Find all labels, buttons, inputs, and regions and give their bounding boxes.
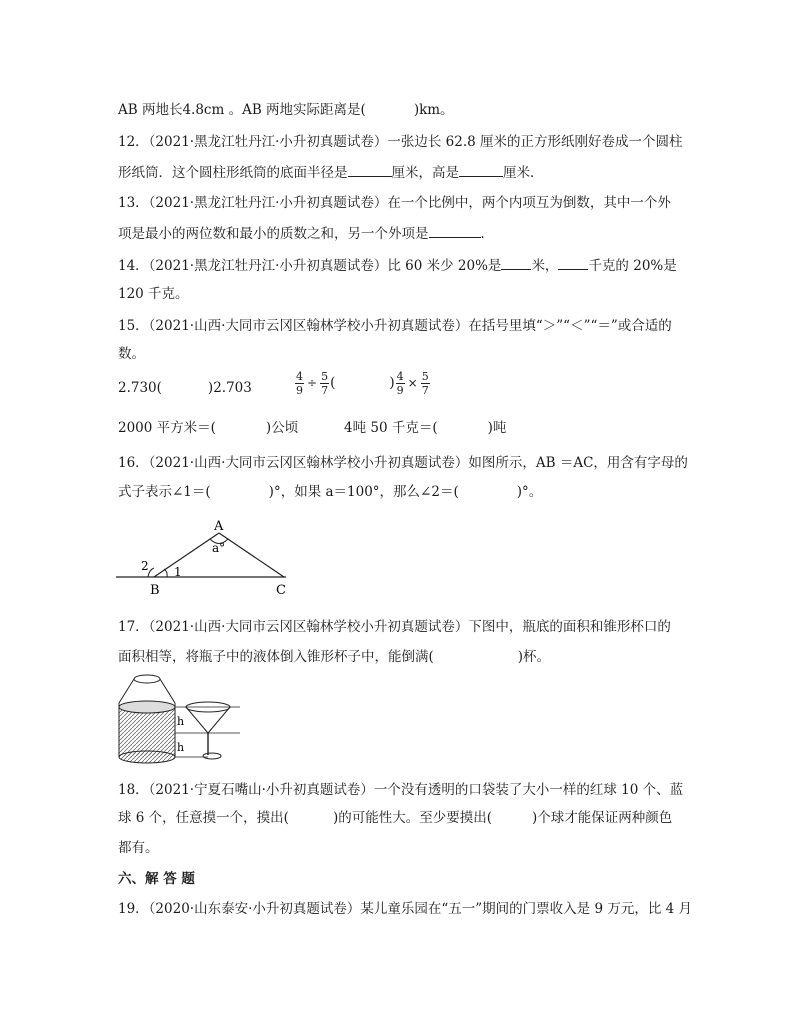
bottle-liquid [119,707,175,757]
q15-item1-right: )2.703 [207,380,252,396]
frac-num: 4 [296,370,303,383]
fraction-4-9 [396,370,405,397]
divide-sign: ÷ [307,376,318,390]
q18-text-c: )个球才能保证两种颜色 [532,810,673,826]
angle2-arc [148,568,154,577]
q15-line1: 15．（2021·山西·大同市云冈区翰林学校小升初真题试卷）在括号里填“＞”“＜”“＝”或合适的 [118,318,672,334]
cone-base [203,753,221,759]
q15-item3 [118,418,298,438]
frac-num: 5 [321,370,329,383]
q17-line2 [118,647,550,667]
q18-line1: 18．（2021·宁夏石嘴山·小升初真题试卷）一个没有透明的口袋装了大小一样的红球 10 个、蓝 [118,782,684,798]
q18-text-b: )的可能性大。至少要摸出( [332,810,492,826]
q16-line1: 16．（2021·山西·大同市云冈区翰林学校小升初真题试卷）如图所示，AB ＝AC，用含有字母的 [118,455,688,471]
q17-text-a: 面积相等，将瓶子中的液体倒入锥形杯子中，能倒满( [118,649,434,665]
q12-blank-height[interactable] [459,162,503,177]
bottle-shoulder-right [160,679,175,703]
q15-line2: 数。 [118,346,145,362]
q16-line2 [118,482,542,502]
q11-line [118,100,454,120]
q13-text-a: 项是最小的两位数和最小的质数之和，另一个外项是 [118,226,429,242]
q18-line2 [118,808,672,828]
q18-text-a: 球 6 个，任意摸一个，摸出( [118,810,289,826]
q16-text-c: )°。 [516,484,543,500]
q12-text-c: 厘米． [503,165,544,181]
q13-blank[interactable] [429,223,481,238]
frac-den: 7 [421,384,429,397]
q13-line1: 13．（2021·黑龙江牡丹江·小升初真题试卷）在一个比例中，两个内项互为倒数，其中一个外 [118,195,671,211]
bottle-bottom [119,751,175,763]
q15-item4-right: )吨 [487,420,507,436]
section-heading: 六、解 答 题 [118,871,195,887]
frac-den: 9 [396,384,404,397]
q15-item1 [118,378,252,398]
q11-text: AB 两地长4.8cm 。AB 两地实际距离是( [118,102,366,118]
frac-num: 4 [396,370,404,383]
q12-blank-radius[interactable] [348,162,392,177]
paren-open: ( [330,375,336,391]
q17-line1: 17．（2021·山西·大同市云冈区翰林学校小升初真题试卷）下图中，瓶底的面积和锥形杯口的 [118,619,671,635]
q13-line2 [118,223,494,244]
q15-item3-left: 2000 平方米＝( [118,420,216,436]
side-ab [154,533,219,577]
q11-end: )km。 [413,102,454,118]
label-b: B [150,583,160,598]
q12-text-b: 厘米，高是 [391,165,459,181]
side-ac [219,533,284,577]
label-angle2: 2 [141,559,149,573]
frac-den: 9 [296,384,303,397]
q14-line1 [118,255,677,276]
q18-line3: 都有。 [118,840,159,856]
fraction-5-7 [320,370,329,397]
q14-text-c: 千克的 20%是 [588,258,677,274]
fraction-5-7 [421,370,430,397]
q15-item4-left: 4吨 50 千克＝( [344,420,438,436]
q15-item4 [344,418,506,438]
q14-text-a: 14．（2021·黑龙江牡丹江·小升初真题试卷）比 60 米少 20%是 [118,258,502,274]
q14-text-b: 米， [531,258,559,274]
q12-line2 [118,162,544,183]
q17-text-b: )杯。 [517,649,551,665]
label-c: C [276,583,286,598]
bottle-shoulder-left [119,679,134,703]
label-h-lower: h [177,741,185,754]
q14-blank-2[interactable] [558,255,588,270]
q15-item2 [294,370,431,397]
q19-line1: 19．（2020·山东泰安·小升初真题试卷）某儿童乐园在“五一”期间的门票收入是 9 万元，比 4 月 [118,901,693,917]
bottle-neck-top [134,675,160,683]
frac-den: 7 [321,384,329,397]
q13-text-b: ． [480,226,494,242]
multiply-sign: × [407,376,418,390]
paren-close: ) [389,375,395,391]
label-h-upper: h [177,715,185,728]
q14-blank-1[interactable] [501,255,531,270]
triangle-figure [112,518,302,598]
liquid-surface [119,701,175,713]
label-angle-a: a° [212,541,226,555]
q15-item3-right: )公顷 [265,420,299,436]
label-a: A [214,519,224,534]
fraction-4-9 [295,370,304,397]
q12-text-a: 形纸筒．这个圆柱形纸筒的底面半径是 [118,165,348,181]
q15-item1-left: 2.730( [118,380,162,396]
q12-line1: 12．（2021·黑龙江牡丹江·小升初真题试卷）一张边长 62.8 厘米的正方形纸刚好卷成一个圆柱 [118,134,683,150]
q14-line2: 120 千克。 [118,286,189,302]
q16-text-a: 式子表示∠1＝( [118,484,211,500]
q16-text-b: )°，如果 a＝100°，那么∠2＝( [268,484,459,500]
label-angle1: 1 [174,565,182,579]
bottle-cone-figure [112,672,252,768]
frac-num: 5 [421,370,429,383]
